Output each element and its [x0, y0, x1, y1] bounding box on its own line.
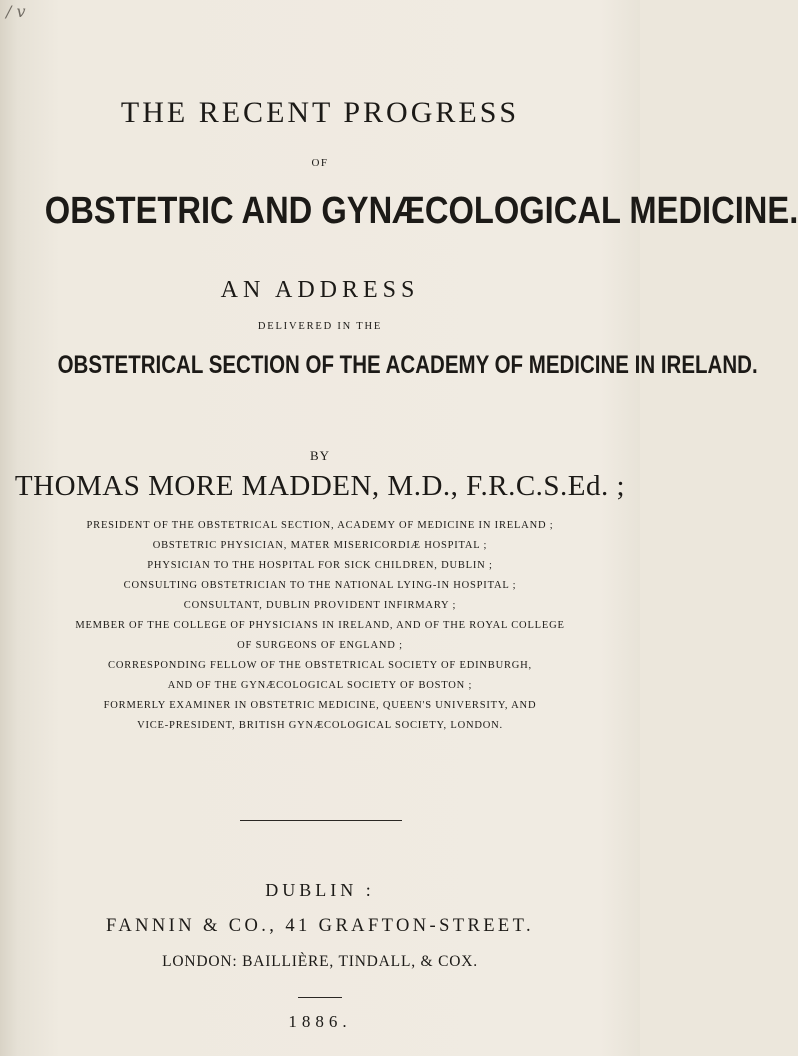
divider-rule [240, 820, 402, 821]
credential-line: OBSTETRIC PHYSICIAN, MATER MISERICORDIÆ HOSPITAL ; [152, 540, 488, 551]
handwritten-mark: / v [6, 2, 26, 21]
publication-city: DUBLIN : [265, 880, 375, 900]
credential-line: CORRESPONDING FELLOW OF THE OBSTETRICAL SOCIETY OF EDINBURGH, [108, 660, 532, 671]
credential-line: PHYSICIAN TO THE HOSPITAL FOR SICK CHILDREN, DUBLIN ; [147, 560, 493, 571]
credential-line: PRESIDENT OF THE OBSTETRICAL SECTION, ACADEMY OF MEDICINE IN IRELAND ; [86, 520, 554, 531]
publication-year: 1886. [288, 1012, 352, 1031]
credential-line: CONSULTING OBSTETRICIAN TO THE NATIONAL LYING-IN HOSPITAL ; [123, 580, 517, 591]
author-name: THOMAS MORE MADDEN, M.D., F.R.C.S.Ed. ; [14, 470, 626, 502]
credential-line: FORMERLY EXAMINER IN OBSTETRIC MEDICINE, QUEEN'S UNIVERSITY, AND [103, 700, 537, 711]
by-line: BY [309, 448, 331, 463]
short-divider-rule [298, 997, 342, 998]
book-subject: OBSTETRIC AND GYNÆCOLOGICAL MEDICINE. [44, 190, 798, 232]
publisher-line: FANNIN & CO., 41 GRAFTON-STREET. [106, 916, 534, 936]
book-title: THE RECENT PROGRESS [120, 96, 520, 129]
credential-line: MEMBER OF THE COLLEGE OF PHYSICIANS IN IRELAND, AND OF THE ROYAL COLLEGE [75, 620, 565, 631]
credential-line: CONSULTANT, DUBLIN PROVIDENT INFIRMARY ; [183, 600, 457, 611]
delivered-line: DELIVERED IN THE [257, 321, 383, 332]
credential-line: VICE-PRESIDENT, BRITISH GYNÆCOLOGICAL SOCIETY, LONDON. [137, 720, 503, 731]
london-publisher-line: LONDON: BAILLIÈRE, TINDALL, & COX. [162, 953, 478, 970]
address-heading: AN ADDRESS [220, 277, 420, 303]
credential-line: AND OF THE GYNÆCOLOGICAL SOCIETY OF BOSTON ; [167, 680, 473, 691]
section-name: OBSTETRICAL SECTION OF THE ACADEMY OF MEDICINE IN IRELAND. [57, 351, 758, 379]
title-connector: OF [311, 157, 329, 169]
author-credentials [0, 516, 640, 736]
credential-line: OF SURGEONS OF ENGLAND ; [237, 640, 403, 651]
